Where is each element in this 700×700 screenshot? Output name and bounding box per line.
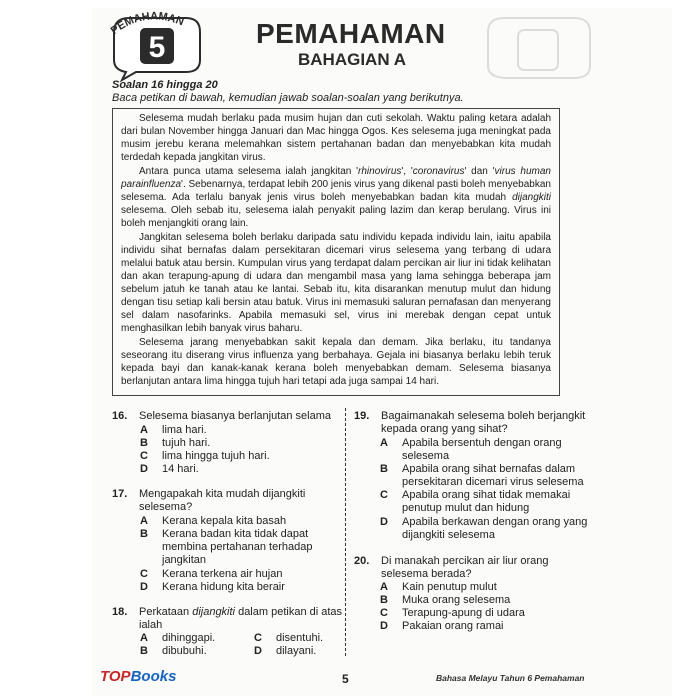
passage-paragraph-3: Jangkitan selesema boleh berlaku daripada satu individu kepada individu lain, iaitu apabila individu sihat bernafas dalam persekitaran dicemari virus selesema yang terbang di udara melalui batuk atau bersin. Kumpulan virus yang terdapat dalam percikan air liur ini tidak kelihatan dan akan terapung-apung di udara dan mengambil masa yang lama sehingga beberapa jam sebelum jatuh ke tanah atau ke lantai. Sebab itu, kita disarankan menutup mulut dan hidung dengan tisu setiap kali bersin atau batuk. Virus ini memasuki saluran pernafasan dan menyerang sel dalam nasofarinks. Apabila memasuki sel, virus ini merebak dengan cepat untuk menghasilkan lebih banyak virus baharu. <box>121 232 551 334</box>
passage-paragraph-1: Selesema mudah berlaku pada musim hujan dan cuti sekolah. Waktu paling ketara adalah dari bulan November hingga Januari dan Mac hingga Ogos. Kes selesema juga meningkat pada musim jerebu kerana melemahkan sistem pertahanan badan dan menyebabkan kita mudah terdedah kepada jangkitan virus. <box>121 113 551 163</box>
badge-label: PEMAHAMAN <box>108 10 186 38</box>
question-19: 19. Bagaimanakah selesema boleh berjangkit kepada orang yang sihat? <box>354 410 586 435</box>
reading-passage <box>112 108 560 396</box>
bleed-through-badge <box>478 10 600 90</box>
page-title: PEMAHAMAN <box>256 18 446 49</box>
question-16: 16. Selesema biasanya berlanjutan selama <box>112 410 332 422</box>
topbooks-logo: TOPBooks <box>100 668 177 685</box>
question-20: 20. Di manakah percikan air liur orang selesema berada? <box>354 555 549 580</box>
column-divider <box>345 408 346 656</box>
page-subtitle: BAHAGIAN A <box>298 50 406 69</box>
instructions-text: Baca petikan di bawah, kemudian jawab soalan-soalan yang berikutnya. <box>112 92 464 104</box>
badge-number: 5 <box>148 31 166 64</box>
instructions-title: Soalan 16 hingga 20 <box>112 79 218 91</box>
question-17: 17. Mengapakah kita mudah dijangkiti selesema? <box>112 488 306 513</box>
passage-paragraph-4: Selesema jarang menyebabkan sakit kepala dan demam. Jika berlaku, itu tandanya seseorang itu diserang virus influenza yang berbahaya. Gejala ini biasanya berlaku lebih teruk kepada bayi dan kanak-kanak kerana boleh menyebabkan demam. Selesema biasanya berlanjutan antara lima hingga tujuh hari tetapi ada juga sampai 14 hari. <box>121 337 551 387</box>
page-number: 5 <box>342 672 349 686</box>
section-badge <box>100 10 208 82</box>
book-title-footer: Bahasa Melayu Tahun 6 Pemahaman <box>436 673 585 683</box>
passage-paragraph-2: Antara punca utama selesema ialah jangkitan 'rhinovirus', 'coronavirus' dan 'virus human parainfluenza'. Sebenarnya, terdapat lebih 200 jenis virus yang dikenal pasti boleh menyebabkan selesema. Ada terlalu banyak jenis virus boleh menyebabkan badan kita mudah dijangkiti selesema. Oleh sebab itu, selesema ialah penyakit paling lazim dan kerap berulang. Virus ini boleh menjangkiti orang lain. <box>121 166 551 229</box>
question-18: 18. Perkataan dijangkiti dalam petikan di atas ialah <box>112 606 343 631</box>
